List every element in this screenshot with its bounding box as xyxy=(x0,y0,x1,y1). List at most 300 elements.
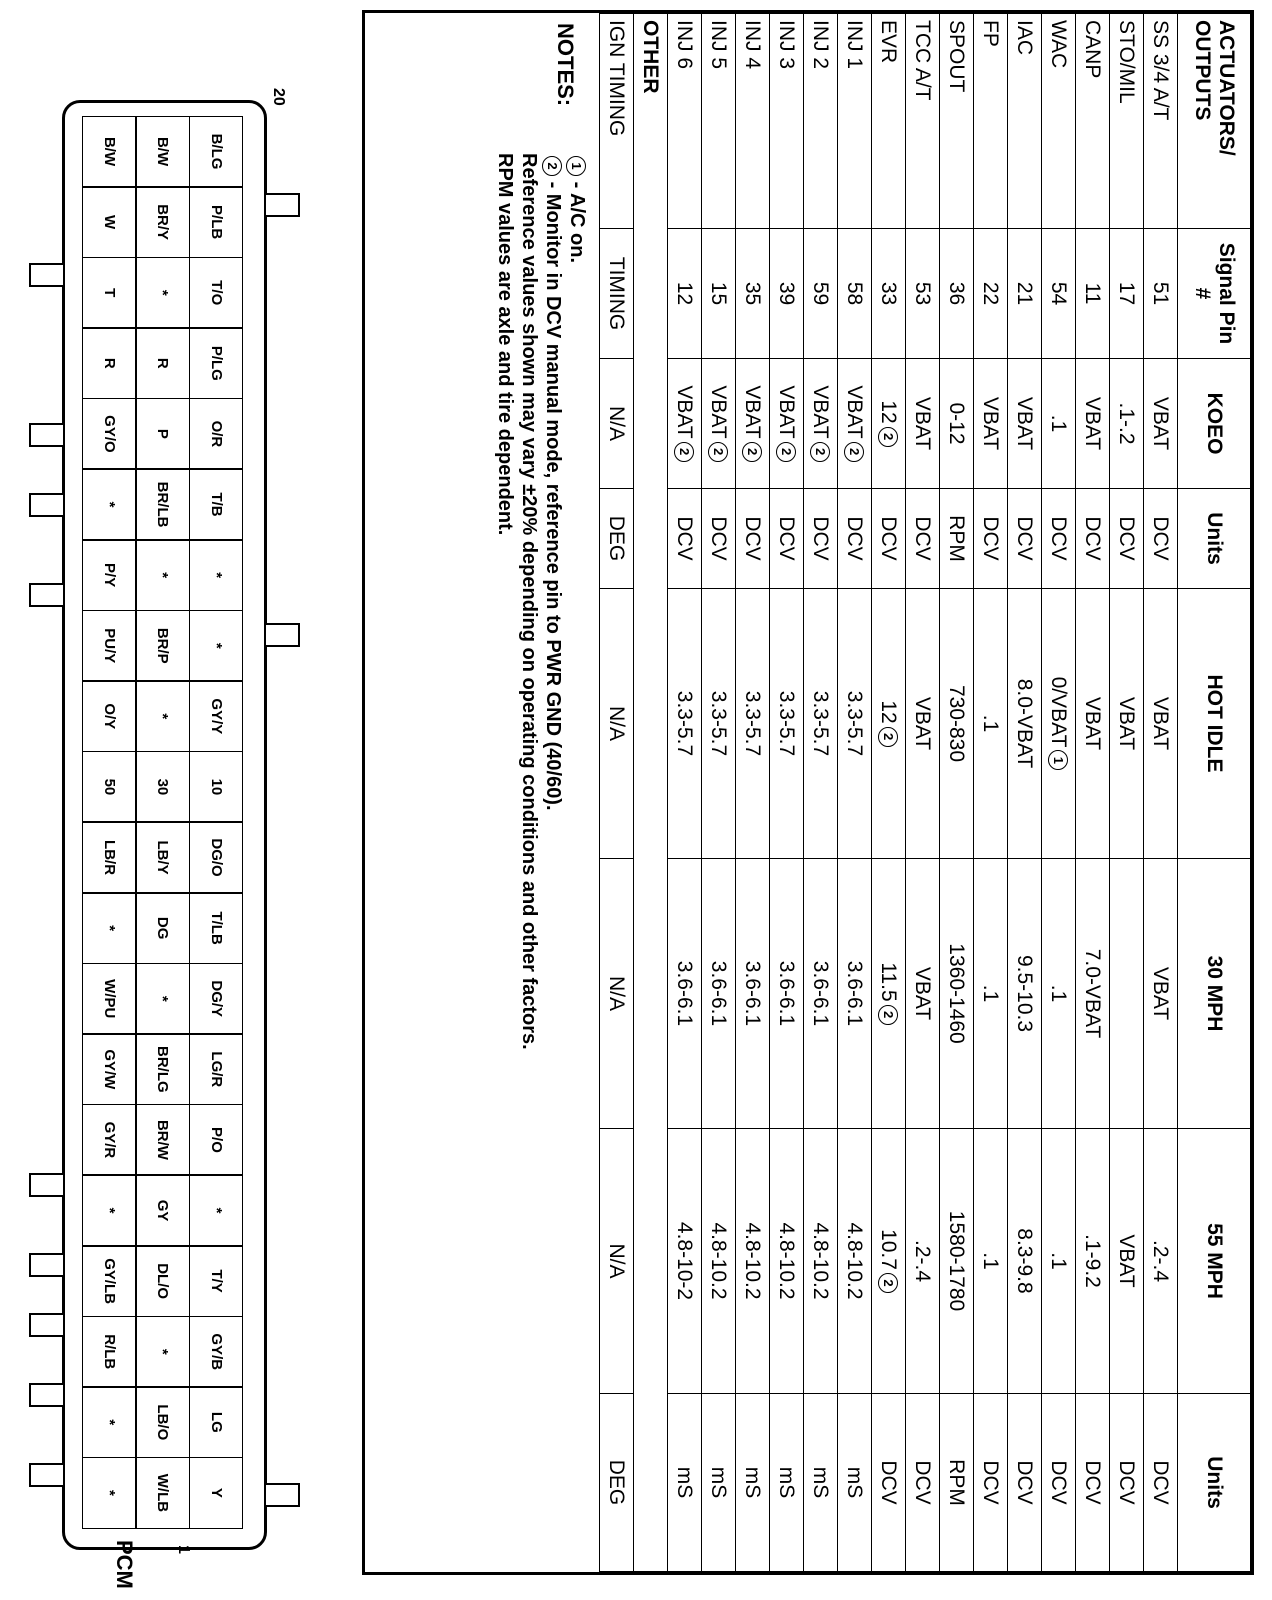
cell-m30 xyxy=(736,859,770,1129)
cell-name-value: INJ 1 xyxy=(843,20,867,70)
cell-m30 xyxy=(600,859,634,1129)
connector-pin-cell: GY/Y xyxy=(189,680,244,752)
cell-m55-value: 10.7 xyxy=(877,1229,901,1270)
cell-idle xyxy=(736,589,770,859)
cell-idle xyxy=(1110,589,1144,859)
cell-pin-value: 54 xyxy=(1047,281,1071,306)
cell-m30 xyxy=(1110,859,1144,1129)
table-row-ign-timing xyxy=(600,14,634,1572)
cell-m55 xyxy=(838,1129,872,1394)
cell-m55 xyxy=(1144,1129,1178,1394)
cell-idle xyxy=(770,589,804,859)
cell-name xyxy=(940,14,974,229)
cell-name xyxy=(974,14,1008,229)
table-row xyxy=(804,14,838,1572)
pcm-label: PCM xyxy=(112,1540,137,1589)
cell-u1-value: DCV xyxy=(741,516,765,561)
cell-name-value: FP xyxy=(979,20,1003,47)
cell-m55-value: N/A xyxy=(605,1243,629,1279)
table-row xyxy=(702,14,736,1572)
cell-m55-value: 4.8-10.2 xyxy=(707,1222,731,1300)
cell-koeo xyxy=(736,359,770,489)
cell-name-value: TCC A/T xyxy=(911,20,935,101)
table-row xyxy=(940,14,974,1572)
cell-name xyxy=(1144,14,1178,229)
cell-koeo xyxy=(838,359,872,489)
cell-koeo xyxy=(804,359,838,489)
cell-m30-value: .1 xyxy=(1047,984,1071,1003)
table-row xyxy=(1008,14,1042,1572)
cell-m30-value: 3.6-6.1 xyxy=(843,960,867,1027)
cell-name-value: INJ 6 xyxy=(673,20,697,70)
cell-u1-value: DCV xyxy=(843,516,867,561)
cell-u1 xyxy=(974,489,1008,589)
cell-pin xyxy=(668,229,702,359)
connector-pin-20-label: 20 xyxy=(270,88,287,106)
cell-u2 xyxy=(668,1394,702,1572)
connector-pin-cell: LB/R xyxy=(82,821,137,893)
cell-m30-value: 9.5-10.3 xyxy=(1013,954,1037,1033)
cell-koeo-value: VBAT xyxy=(707,385,731,439)
cell-m30-value: .1 xyxy=(979,984,1003,1003)
table-row xyxy=(974,14,1008,1572)
footnote-marker: 2 xyxy=(742,442,762,462)
cell-pin-value: 53 xyxy=(911,281,935,306)
connector-pin-cell: * xyxy=(82,1457,137,1529)
cell-m30 xyxy=(940,859,974,1129)
cell-u1 xyxy=(804,489,838,589)
cell-u2-value: DCV xyxy=(1149,1460,1173,1505)
cell-idle-value: N/A xyxy=(605,705,629,741)
table-row xyxy=(906,14,940,1572)
cell-idle xyxy=(1042,589,1076,859)
table-row xyxy=(1144,14,1178,1572)
cell-name-value: INJ 3 xyxy=(775,20,799,70)
cell-koeo xyxy=(668,359,702,489)
header-signal-pin: Signal Pin # xyxy=(1178,229,1251,359)
cell-koeo-value: VBAT xyxy=(673,385,697,439)
connector-pin-cell: R xyxy=(82,327,137,399)
connector-pin-cell: BR/W xyxy=(135,1104,190,1176)
cell-u2 xyxy=(1042,1394,1076,1572)
cell-u2 xyxy=(702,1394,736,1572)
cell-u2-value: mS xyxy=(673,1466,697,1499)
connector-pin-cell: T/O xyxy=(189,257,244,329)
connector-pin-cell: * xyxy=(135,257,190,329)
footnote-marker: 2 xyxy=(810,442,830,462)
cell-u2-value: mS xyxy=(843,1466,867,1499)
connector-tab xyxy=(264,1483,300,1507)
cell-idle-value: 3.3-5.7 xyxy=(741,690,765,757)
connector-pin-cell: GY/B xyxy=(189,1316,244,1388)
connector-pin-cell: * xyxy=(135,539,190,611)
connector-pin-cell: BR/Y xyxy=(135,186,190,258)
cell-m55-value: .1 xyxy=(979,1252,1003,1270)
cell-m55 xyxy=(600,1129,634,1394)
cell-name xyxy=(872,14,906,229)
cell-m55 xyxy=(1076,1129,1110,1394)
cell-u1 xyxy=(668,489,702,589)
cell-m30-value: 3.6-6.1 xyxy=(741,960,765,1027)
cell-pin-value: 59 xyxy=(809,281,833,306)
cell-m30 xyxy=(1144,859,1178,1129)
cell-pin xyxy=(736,229,770,359)
cell-m55 xyxy=(940,1129,974,1394)
cell-m30-value: 3.6-6.1 xyxy=(707,960,731,1027)
cell-koeo-value: .1-.2 xyxy=(1115,402,1139,445)
cell-idle-value: VBAT xyxy=(1149,696,1173,751)
connector-pin-cell: DG/O xyxy=(189,821,244,893)
connector-pin-cell: DL/O xyxy=(135,1245,190,1317)
cell-u1 xyxy=(1076,489,1110,589)
cell-idle-value: 730-830 xyxy=(945,684,969,763)
connector-tab xyxy=(29,1173,65,1197)
cell-u1 xyxy=(1110,489,1144,589)
cell-name-value: INJ 5 xyxy=(707,20,731,70)
cell-u2-value: mS xyxy=(775,1466,799,1499)
connector-tab xyxy=(264,193,300,217)
cell-m30-value: 3.6-6.1 xyxy=(809,960,833,1027)
cell-idle-value: 3.3-5.7 xyxy=(673,690,697,757)
connector-pin-cell: * xyxy=(189,1174,244,1246)
note-2-marker: 2 xyxy=(542,156,562,176)
cell-pin xyxy=(1076,229,1110,359)
cell-idle xyxy=(838,589,872,859)
cell-u1 xyxy=(770,489,804,589)
header-row xyxy=(1178,14,1251,1572)
cell-u2-value: mS xyxy=(707,1466,731,1499)
cell-m30-value: 3.6-6.1 xyxy=(775,960,799,1027)
connector-tab xyxy=(29,1313,65,1337)
cell-u1-value: DCV xyxy=(707,516,731,561)
cell-u2 xyxy=(1008,1394,1042,1572)
note-line-4: RPM values are axle and tire dependent. xyxy=(494,153,516,536)
cell-m55 xyxy=(804,1129,838,1394)
connector-pin-cell: * xyxy=(135,963,190,1035)
cell-name-value: WAC xyxy=(1047,20,1071,69)
cell-pin-value: 15 xyxy=(707,281,731,306)
cell-pin xyxy=(804,229,838,359)
connector-pin-cell: P/Y xyxy=(82,539,137,611)
cell-idle xyxy=(668,589,702,859)
cell-u2-value: DCV xyxy=(1047,1460,1071,1505)
cell-u1-value: DCV xyxy=(1047,516,1071,561)
cell-m55 xyxy=(974,1129,1008,1394)
notes-label: NOTES: xyxy=(553,23,578,107)
cell-m30 xyxy=(974,859,1008,1129)
cell-pin-value: 58 xyxy=(843,281,867,306)
header-units-1: Units xyxy=(1178,489,1251,589)
cell-idle xyxy=(1008,589,1042,859)
cell-pin-value: 21 xyxy=(1013,281,1037,306)
cell-koeo xyxy=(872,359,906,489)
cell-name xyxy=(702,14,736,229)
pcm-connector xyxy=(62,100,267,1550)
connector-pin-cell: DG/Y xyxy=(189,963,244,1035)
cell-m30-value: VBAT xyxy=(911,966,935,1021)
cell-m30 xyxy=(668,859,702,1129)
table-row xyxy=(770,14,804,1572)
cell-koeo xyxy=(940,359,974,489)
cell-u1-value: DCV xyxy=(979,516,1003,561)
cell-name-value: INJ 2 xyxy=(809,20,833,70)
connector-pin-cell: T/Y xyxy=(189,1245,244,1317)
cell-idle-value: 0/VBAT xyxy=(1047,676,1071,748)
cell-pin-value: 39 xyxy=(775,281,799,306)
cell-m30 xyxy=(702,859,736,1129)
cell-m55-value: 4.8-10.2 xyxy=(775,1222,799,1300)
cell-m30 xyxy=(872,859,906,1129)
cell-koeo xyxy=(1110,359,1144,489)
cell-u2-value: DCV xyxy=(1013,1460,1037,1505)
table-row xyxy=(1042,14,1076,1572)
cell-u2 xyxy=(770,1394,804,1572)
connector-tab xyxy=(29,583,65,607)
cell-u1-value: DCV xyxy=(673,516,697,561)
other-section-label: OTHER xyxy=(634,14,668,1572)
connector-tab xyxy=(29,423,65,447)
cell-u2 xyxy=(1110,1394,1144,1572)
cell-idle-value: 3.3-5.7 xyxy=(809,690,833,757)
cell-m55-value: 8.3-9.8 xyxy=(1013,1228,1037,1294)
connector-pin-cell: GY/O xyxy=(82,398,137,470)
cell-u2 xyxy=(736,1394,770,1572)
cell-idle xyxy=(974,589,1008,859)
cell-koeo-value: VBAT xyxy=(911,396,935,451)
note-1-marker: 1 xyxy=(566,156,586,176)
connector-pin-cell: BR/LB xyxy=(135,468,190,540)
cell-u1-value: DCV xyxy=(1013,516,1037,561)
header-actuators: ACTUATORS/ OUTPUTS xyxy=(1178,14,1251,229)
cell-koeo xyxy=(702,359,736,489)
connector-pin-cell: * xyxy=(189,610,244,682)
cell-u1 xyxy=(838,489,872,589)
cell-pin-value: 51 xyxy=(1149,281,1173,306)
cell-u1 xyxy=(872,489,906,589)
cell-u2-value: DCV xyxy=(911,1460,935,1505)
cell-u2-value: mS xyxy=(809,1466,833,1499)
cell-idle-value: VBAT xyxy=(1081,696,1105,751)
cell-koeo xyxy=(770,359,804,489)
cell-pin-value: 11 xyxy=(1081,282,1105,305)
footnote-marker: 2 xyxy=(844,442,864,462)
cell-u1-value: DCV xyxy=(1115,516,1139,561)
connector-pin-cell: B/LG xyxy=(189,116,244,188)
cell-koeo xyxy=(600,359,634,489)
cell-m55-value: 4.8-10.2 xyxy=(843,1222,867,1300)
connector-pin-cell: * xyxy=(82,1386,137,1458)
cell-name xyxy=(668,14,702,229)
cell-idle xyxy=(1144,589,1178,859)
cell-koeo xyxy=(1144,359,1178,489)
table-row xyxy=(668,14,702,1572)
connector-pin-cell: W/LB xyxy=(135,1457,190,1529)
cell-u1 xyxy=(1008,489,1042,589)
header-55-mph: 55 MPH xyxy=(1178,1129,1251,1394)
footnote-marker: 1 xyxy=(1048,750,1068,770)
cell-m55-value: .1 xyxy=(1047,1252,1071,1270)
cell-u2-value: DCV xyxy=(1115,1460,1139,1505)
connector-pin-cell: Y xyxy=(189,1457,244,1529)
connector-tab xyxy=(29,493,65,517)
connector-tab xyxy=(29,1253,65,1277)
cell-koeo xyxy=(906,359,940,489)
cell-u2-value: mS xyxy=(741,1466,765,1499)
connector-pin-1-label: 1 xyxy=(175,1545,192,1554)
connector-pin-cell: LB/O xyxy=(135,1386,190,1458)
cell-m55 xyxy=(906,1129,940,1394)
table-row xyxy=(1110,14,1144,1572)
footnote-marker: 2 xyxy=(878,427,898,447)
connector-pin-cell: LB/Y xyxy=(135,821,190,893)
cell-pin xyxy=(974,229,1008,359)
other-section-row xyxy=(634,14,668,1572)
cell-m30 xyxy=(804,859,838,1129)
cell-koeo-value: VBAT xyxy=(1013,396,1037,451)
connector-pin-cell: BR/LG xyxy=(135,1033,190,1105)
cell-pin-value: 35 xyxy=(741,281,765,306)
cell-u1-value: RPM xyxy=(945,515,969,562)
connector-pin-cell: O/Y xyxy=(82,680,137,752)
cell-u2 xyxy=(600,1394,634,1572)
notes-block xyxy=(493,13,599,1572)
cell-m30 xyxy=(838,859,872,1129)
cell-m30-value: 3.6-6.1 xyxy=(673,960,697,1027)
cell-pin xyxy=(872,229,906,359)
footnote-marker: 2 xyxy=(776,442,796,462)
connector-pin-cell: B/W xyxy=(135,116,190,188)
cell-koeo-value: 0-12 xyxy=(945,402,969,445)
cell-m30-value: N/A xyxy=(605,975,629,1011)
connector-tab xyxy=(29,1383,65,1407)
table-row xyxy=(1076,14,1110,1572)
cell-u2-value: DCV xyxy=(877,1460,901,1505)
cell-name-value: IGN TIMING xyxy=(605,20,629,137)
connector-pin-grid xyxy=(82,117,242,1529)
cell-u1 xyxy=(906,489,940,589)
cell-u1 xyxy=(736,489,770,589)
footnote-marker: 2 xyxy=(708,442,728,462)
cell-m30 xyxy=(1042,859,1076,1129)
cell-name xyxy=(736,14,770,229)
cell-m30 xyxy=(770,859,804,1129)
cell-u1-value: DCV xyxy=(877,516,901,561)
cell-u1 xyxy=(702,489,736,589)
connector-pin-cell: W xyxy=(82,186,137,258)
connector-pin-cell: * xyxy=(82,892,137,964)
cell-u1 xyxy=(600,489,634,589)
connector-tab xyxy=(29,263,65,287)
cell-koeo-value: VBAT xyxy=(843,385,867,439)
cell-m55-value: .2-.4 xyxy=(911,1239,935,1283)
cell-u1 xyxy=(1042,489,1076,589)
connector-pin-cell: T xyxy=(82,257,137,329)
cell-m55 xyxy=(668,1129,702,1394)
note-1-text: - A/C on. xyxy=(566,181,588,264)
cell-m55 xyxy=(736,1129,770,1394)
cell-u2-value: RPM xyxy=(945,1459,969,1506)
connector-pin-cell: T/B xyxy=(189,468,244,540)
header-hot-idle: HOT IDLE xyxy=(1178,589,1251,859)
cell-idle xyxy=(872,589,906,859)
cell-koeo-value: .1 xyxy=(1047,414,1071,433)
cell-koeo-value: VBAT xyxy=(741,385,765,439)
cell-idle-value: .1 xyxy=(979,714,1003,733)
connector-pin-cell: P/LB xyxy=(189,186,244,258)
cell-m55 xyxy=(872,1129,906,1394)
cell-m30 xyxy=(906,859,940,1129)
connector-pin-cell: 50 xyxy=(82,751,137,823)
cell-pin xyxy=(838,229,872,359)
cell-koeo xyxy=(1042,359,1076,489)
cell-idle xyxy=(1076,589,1110,859)
connector-pin-cell: P xyxy=(135,398,190,470)
cell-u2 xyxy=(838,1394,872,1572)
cell-u1-value: DCV xyxy=(1081,516,1105,561)
cell-m55-value: 4.8-10-2 xyxy=(673,1221,697,1301)
cell-name xyxy=(906,14,940,229)
cell-name xyxy=(1076,14,1110,229)
header-koeo: KOEO xyxy=(1178,359,1251,489)
cell-pin-value: 33 xyxy=(877,281,901,306)
note-1 xyxy=(565,69,589,1572)
connector-pin-cell: R/LB xyxy=(82,1316,137,1388)
cell-pin-value: 17 xyxy=(1115,281,1139,306)
cell-idle xyxy=(702,589,736,859)
connector-pin-cell: P/LG xyxy=(189,327,244,399)
cell-m55 xyxy=(770,1129,804,1394)
cell-u1-value: DCV xyxy=(809,516,833,561)
connector-tab xyxy=(29,1463,65,1487)
table-row xyxy=(736,14,770,1572)
note-2-text: - Monitor in DCV manual mode, reference pin to PWR GND (40/60). xyxy=(542,181,564,811)
connector-pin-cell: O/R xyxy=(189,398,244,470)
cell-m55-value: 1580-1780 xyxy=(945,1210,969,1312)
cell-name-value: SPOUT xyxy=(945,20,969,93)
cell-name xyxy=(804,14,838,229)
connector-pin-cell: GY xyxy=(135,1174,190,1246)
footnote-marker: 2 xyxy=(878,1273,898,1293)
cell-pin xyxy=(770,229,804,359)
connector-pin-cell: B/W xyxy=(82,116,137,188)
cell-idle-value: 3.3-5.7 xyxy=(775,690,799,757)
cell-koeo-value: N/A xyxy=(605,405,629,441)
connector-pin-cell: 30 xyxy=(135,751,190,823)
connector-pin-cell: * xyxy=(82,468,137,540)
cell-m55 xyxy=(702,1129,736,1394)
cell-koeo-value: VBAT xyxy=(1149,396,1173,451)
connector-pin-cell: LG xyxy=(189,1386,244,1458)
cell-name xyxy=(1110,14,1144,229)
cell-m55 xyxy=(1042,1129,1076,1394)
connector-tab xyxy=(264,623,300,647)
cell-u1-value: DCV xyxy=(1149,516,1173,561)
cell-koeo xyxy=(1076,359,1110,489)
cell-u1 xyxy=(940,489,974,589)
cell-name-value: INJ 4 xyxy=(741,20,765,70)
cell-pin-value: 22 xyxy=(979,281,1003,306)
connector-pin-cell: 10 xyxy=(189,751,244,823)
connector-pin-cell: GY/R xyxy=(82,1104,137,1176)
cell-koeo xyxy=(974,359,1008,489)
connector-pin-cell: * xyxy=(82,1174,137,1246)
footnote-marker: 2 xyxy=(878,727,898,747)
spec-table-grid xyxy=(599,13,1251,1572)
cell-u2 xyxy=(872,1394,906,1572)
connector-pin-cell: R xyxy=(135,327,190,399)
cell-u1 xyxy=(1144,489,1178,589)
connector-pin-cell: LG/R xyxy=(189,1033,244,1105)
